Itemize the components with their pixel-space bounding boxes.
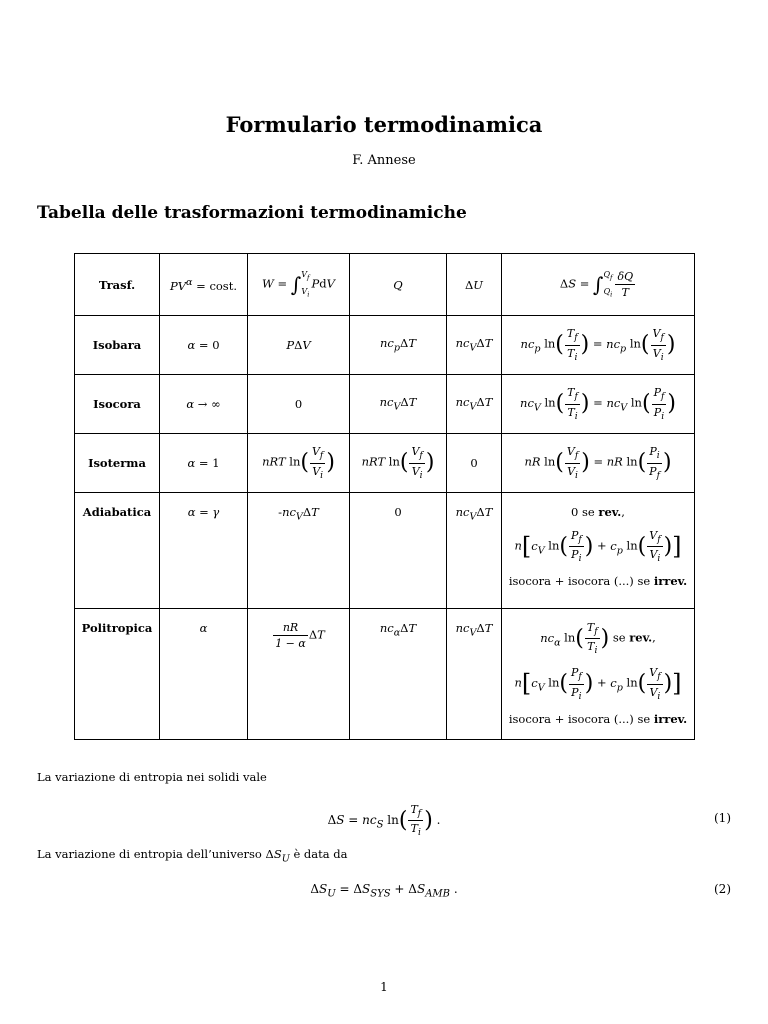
heat-cell: 0 <box>350 493 447 609</box>
work-cell: $-nc_V\Delta T$ <box>248 493 350 609</box>
table-row <box>75 316 695 375</box>
du-cell: $nc_V\Delta T$ <box>447 609 502 740</box>
row-name: Isocora <box>75 375 160 434</box>
heat-cell: nRT ln( $\frac{V_f}{V_i}$ ) <box>350 434 447 493</box>
work-cell: 0 <box>248 375 350 434</box>
header-internal-energy: ΔU <box>447 254 502 316</box>
table-row <box>75 609 695 740</box>
transformations-table <box>74 253 695 740</box>
header-heat: Q <box>350 254 447 316</box>
alpha-cell: α = 1 <box>160 434 248 493</box>
du-cell: $nc_V\Delta T$ <box>447 316 502 375</box>
ds-cell: $nc_\alpha$ ln( $\frac{T_f}{T_i}$ ) se rev., $n[c_V$ ln( $\frac{P_f}{P_i}$ ) + $c_p$ ln( $\frac{V_f}{V_i}$ )] isocora + isocora (...) se irrev. <box>502 609 695 740</box>
ds-cell: 0 se rev., $n[c_V$ ln( $\frac{P_f}{P_i}$ ) + $c_p$ ln( $\frac{V_f}{V_i}$ )] isocora + isocora (...) se irrev. <box>502 493 695 609</box>
row-name: Isobara <box>75 316 160 375</box>
row-name: Politropica <box>75 609 160 740</box>
row-name: Adiabatica <box>75 493 160 609</box>
alpha-cell: α = γ <box>160 493 248 609</box>
heat-cell: $nc_\alpha\Delta T$ <box>350 609 447 740</box>
universe-intro-text: La variazione di entropia dell’universo $\Delta S_U$ è data da <box>37 847 348 865</box>
equation-1: $\Delta S = nc_S$ ln( $\frac{T_f}{T_i}$ ) . <box>327 803 441 839</box>
header-entropy: ΔS = ∫ $Q_f$ $Q_i$ $\frac{\delta Q}{T}$ <box>502 254 695 316</box>
du-cell: $nc_V\Delta T$ <box>447 493 502 609</box>
ds-cell: nR ln( $\frac{V_f}{V_i}$ ) = nR ln( $\frac{P_i}{P_f}$ ) <box>502 434 695 493</box>
du-cell: $nc_V\Delta T$ <box>447 375 502 434</box>
table-row <box>75 434 695 493</box>
alpha-cell: α <box>160 609 248 740</box>
heat-cell: $nc_p\Delta T$ <box>350 316 447 375</box>
table-header-row <box>75 254 695 316</box>
heat-cell: $nc_V\Delta T$ <box>350 375 447 434</box>
row-name: Isoterma <box>75 434 160 493</box>
du-cell: 0 <box>447 434 502 493</box>
solids-intro-text: La variazione di entropia nei solidi vale <box>37 770 267 784</box>
table-row <box>75 375 695 434</box>
ds-cell: $nc_V$ ln( $\frac{T_f}{T_i}$ ) = $nc_V$ ln( $\frac{P_f}{P_i}$ ) <box>502 375 695 434</box>
table-row <box>75 493 695 609</box>
equation-2-number: (2) <box>714 882 731 896</box>
header-trasf: Trasf. <box>75 254 160 316</box>
section-title: Tabella delle trasformazioni termodinamiche <box>37 203 467 223</box>
header-politropic-law: $PV^\alpha = \cos t$. <box>160 254 248 316</box>
alpha-cell: α = 0 <box>160 316 248 375</box>
header-work: W = ∫ $V_f$ $V_i$ PdV <box>248 254 350 316</box>
doc-author: F. Annese <box>352 153 416 168</box>
work-cell: nRT ln( $\frac{V_f}{V_i}$ ) <box>248 434 350 493</box>
equation-2: $\Delta S_U = \Delta S_{SYS} + \Delta S_{AMB}$ . <box>310 882 458 900</box>
equation-1-number: (1) <box>714 811 731 825</box>
work-cell: $\frac{nR}{1 - \alpha}$ ΔT <box>248 609 350 740</box>
work-cell: PΔV <box>248 316 350 375</box>
doc-title: Formulario termodinamica <box>225 112 543 137</box>
ds-cell: $nc_p$ ln( $\frac{T_f}{T_i}$ ) = $nc_p$ ln( $\frac{V_f}{V_i}$ ) <box>502 316 695 375</box>
page-number: 1 <box>380 980 388 994</box>
alpha-cell: α → ∞ <box>160 375 248 434</box>
